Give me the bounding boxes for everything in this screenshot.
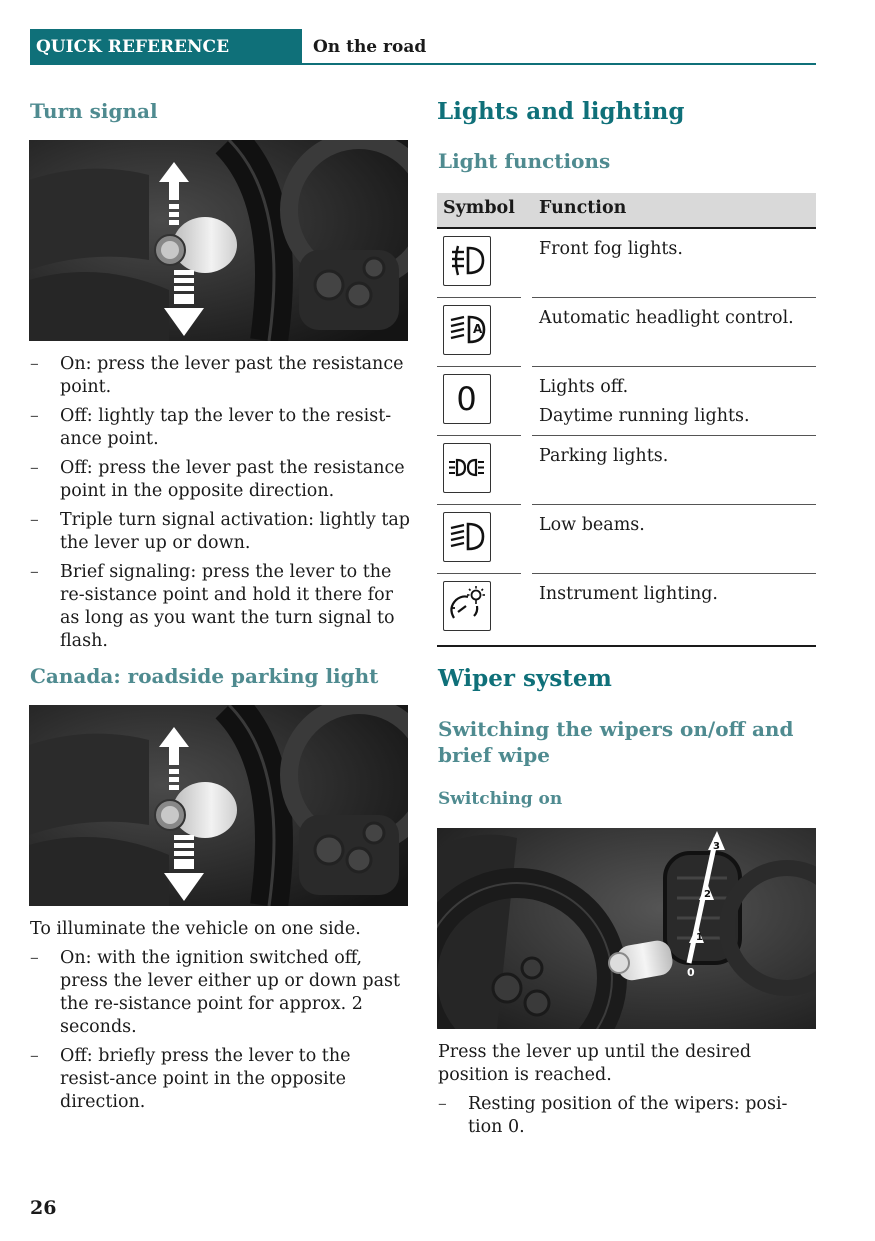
turn-signal-photo <box>29 140 408 341</box>
turn-signal-heading: Turn signal <box>30 99 158 123</box>
light-functions-heading: Light functions <box>438 149 611 173</box>
table-row <box>437 505 816 574</box>
table-row <box>437 229 816 298</box>
wiper-position-0: 0 <box>687 966 695 979</box>
wiper-lever-photo <box>437 828 816 1029</box>
list-item: – Brief signaling: press the lever to the re-sistance point and hold it there for as long as you want the turn signal to flash. <box>30 561 410 653</box>
function-text: Front fog lights. <box>539 239 683 259</box>
wiper-intro: Press the lever up until the desired position is reached. <box>438 1042 752 1085</box>
lights-heading: Lights and lighting <box>437 98 685 125</box>
svg-text:A: A <box>473 322 483 336</box>
function-text <box>539 373 750 431</box>
function-text: Low beams. <box>539 515 645 535</box>
page-number: 26 <box>30 1197 57 1219</box>
function-line: Daytime running lights. <box>539 406 750 426</box>
table-row <box>437 367 816 436</box>
table-row <box>437 574 816 643</box>
list-item: – Off: briefly press the lever to the resist-ance point in the opposite direction. <box>30 1045 410 1114</box>
list-item: – Off: press the lever past the resistance point in the opposite direction. <box>30 457 410 503</box>
chapter-title: On the road <box>313 37 427 57</box>
section-tag: QUICK REFERENCE <box>30 29 302 65</box>
wiper-position-2: 2 <box>704 889 711 900</box>
table-row <box>437 436 816 505</box>
column-header-function: Function <box>539 198 627 218</box>
page-header <box>30 29 816 65</box>
canada-heading: Canada: roadside parking light <box>30 664 379 688</box>
list-item: – On: with the ignition switched off, press the lever either up or down past the re-sistance point for approx. 2 seconds. <box>30 947 410 1039</box>
function-text: Automatic headlight control. <box>539 308 794 328</box>
roadside-parking-photo <box>29 705 408 906</box>
function-text: Parking lights. <box>539 446 669 466</box>
wiper-list <box>438 1093 788 1145</box>
canada-intro: To illuminate the vehicle on one side. <box>30 919 361 939</box>
automatic-headlight-icon <box>443 305 491 355</box>
light-functions-table <box>437 193 816 643</box>
table-header <box>437 193 816 229</box>
function-line: Lights off. <box>539 377 629 397</box>
front-fog-lights-icon <box>443 236 491 286</box>
wiper-position-1: 1 <box>696 932 703 943</box>
parking-lights-icon <box>443 443 491 493</box>
symbol-zero: 0 <box>456 380 477 418</box>
header-rule <box>302 63 816 65</box>
table-row <box>437 298 816 367</box>
wiper-switching-heading: Switching the wipers on/off and brief wipe <box>438 717 794 767</box>
canada-list <box>30 947 410 1120</box>
wiper-heading: Wiper system <box>438 665 612 692</box>
list-item: – On: press the lever past the resistance point. <box>30 353 410 399</box>
list-item: – Resting position of the wipers: posi-tion 0. <box>438 1093 788 1139</box>
low-beams-icon <box>443 512 491 562</box>
switching-on-heading: Switching on <box>438 789 563 809</box>
list-item: – Triple turn signal activation: lightly tap the lever up or down. <box>30 509 410 555</box>
lights-off-icon <box>443 374 491 424</box>
instrument-lighting-icon <box>443 581 491 631</box>
list-item: – Off: lightly tap the lever to the resist-ance point. <box>30 405 410 451</box>
function-text: Instrument lighting. <box>539 584 718 604</box>
wiper-position-3: 3 <box>713 841 720 852</box>
column-header-symbol: Symbol <box>443 198 515 218</box>
turn-signal-list <box>30 353 410 659</box>
